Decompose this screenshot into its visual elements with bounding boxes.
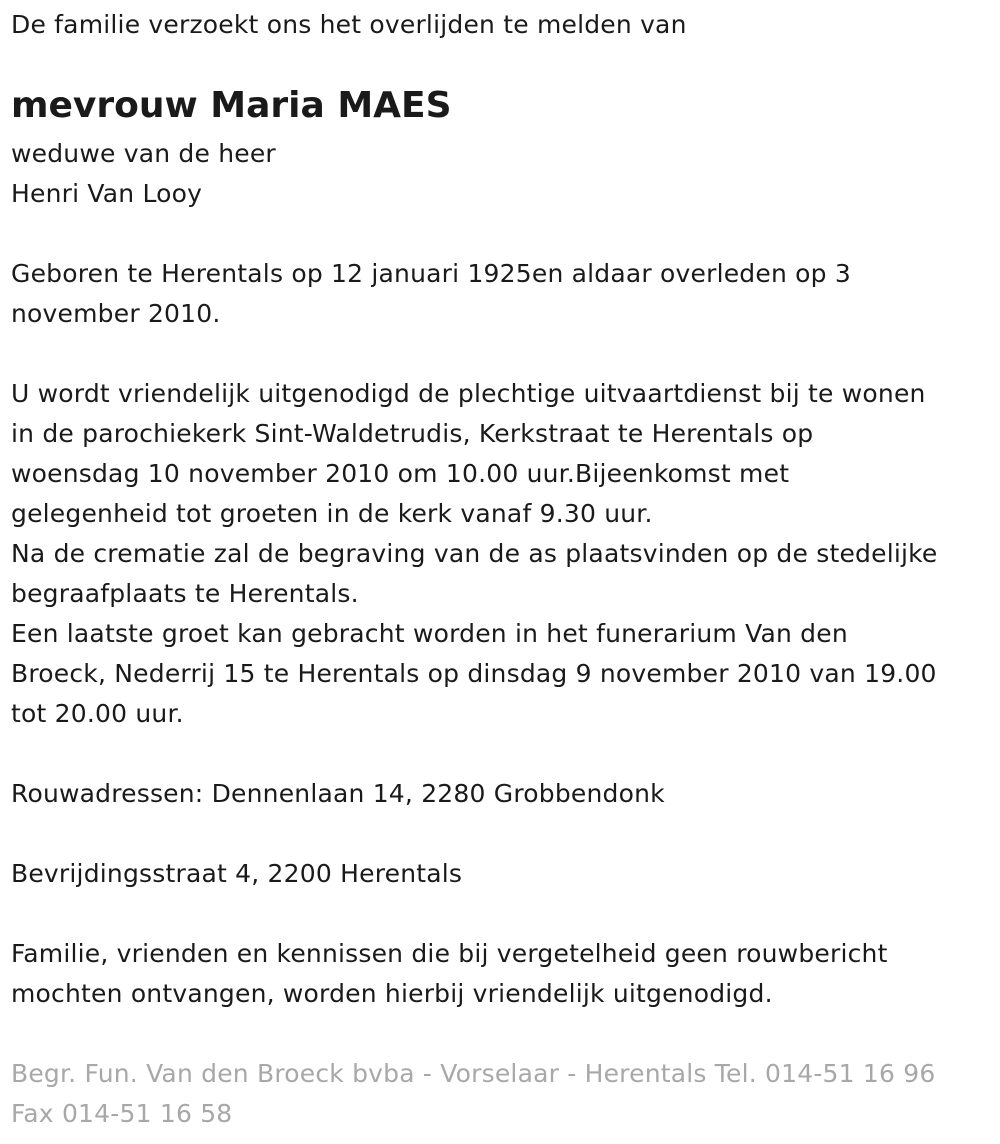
ceremony-block <box>11 374 938 734</box>
closing-line: mochten ontvangen, worden hierbij vriendelijk uitgenodigd. <box>11 979 773 1008</box>
deceased-name: mevrouw Maria MAES <box>11 85 452 126</box>
address-line: Rouwadressen: Dennenlaan 14, 2280 Grobbendonk <box>11 779 665 808</box>
mourning-address-2 <box>11 854 462 894</box>
closing-block <box>11 934 888 1014</box>
spouse-line: Henri Van Looy <box>11 179 203 208</box>
birth-death-block <box>11 254 851 334</box>
intro-text: De familie verzoekt ons het overlijden te melden van <box>11 10 687 39</box>
funeral-director-footer <box>11 1054 935 1134</box>
mourning-address-1 <box>11 774 665 814</box>
footer-line: Fax 014-51 16 58 <box>11 1099 233 1128</box>
ceremony-line: U wordt vriendelijk uitgenodigd de plechtige uitvaartdienst bij te wonen <box>11 379 926 408</box>
ceremony-line: begraafplaats te Herentals. <box>11 579 359 608</box>
ceremony-line: woensdag 10 november 2010 om 10.00 uur.Bijeenkomst met <box>11 459 790 488</box>
closing-line: Familie, vrienden en kennissen die bij vergetelheid geen rouwbericht <box>11 939 888 968</box>
birth-death-line: november 2010. <box>11 299 221 328</box>
address-line: Bevrijdingsstraat 4, 2200 Herentals <box>11 859 463 888</box>
ceremony-line: in de parochiekerk Sint-Waldetrudis, Kerkstraat te Herentals op <box>11 419 814 448</box>
ceremony-line: tot 20.00 uur. <box>11 699 184 728</box>
spouse-block <box>11 134 276 214</box>
ceremony-line: gelegenheid tot groeten in de kerk vanaf 9.30 uur. <box>11 499 653 528</box>
ceremony-line: Na de crematie zal de begraving van de as plaatsvinden op de stedelijke <box>11 539 938 568</box>
ceremony-line: Broeck, Nederrij 15 te Herentals op dinsdag 9 november 2010 van 19.00 <box>11 659 937 688</box>
ceremony-line: Een laatste groet kan gebracht worden in het funerarium Van den <box>11 619 848 648</box>
footer-line: Begr. Fun. Van den Broeck bvba - Vorselaar - Herentals Tel. 014-51 16 96 <box>11 1059 936 1088</box>
spouse-line: weduwe van de heer <box>11 139 276 168</box>
birth-death-line: Geboren te Herentals op 12 januari 1925en aldaar overleden op 3 <box>11 259 851 288</box>
